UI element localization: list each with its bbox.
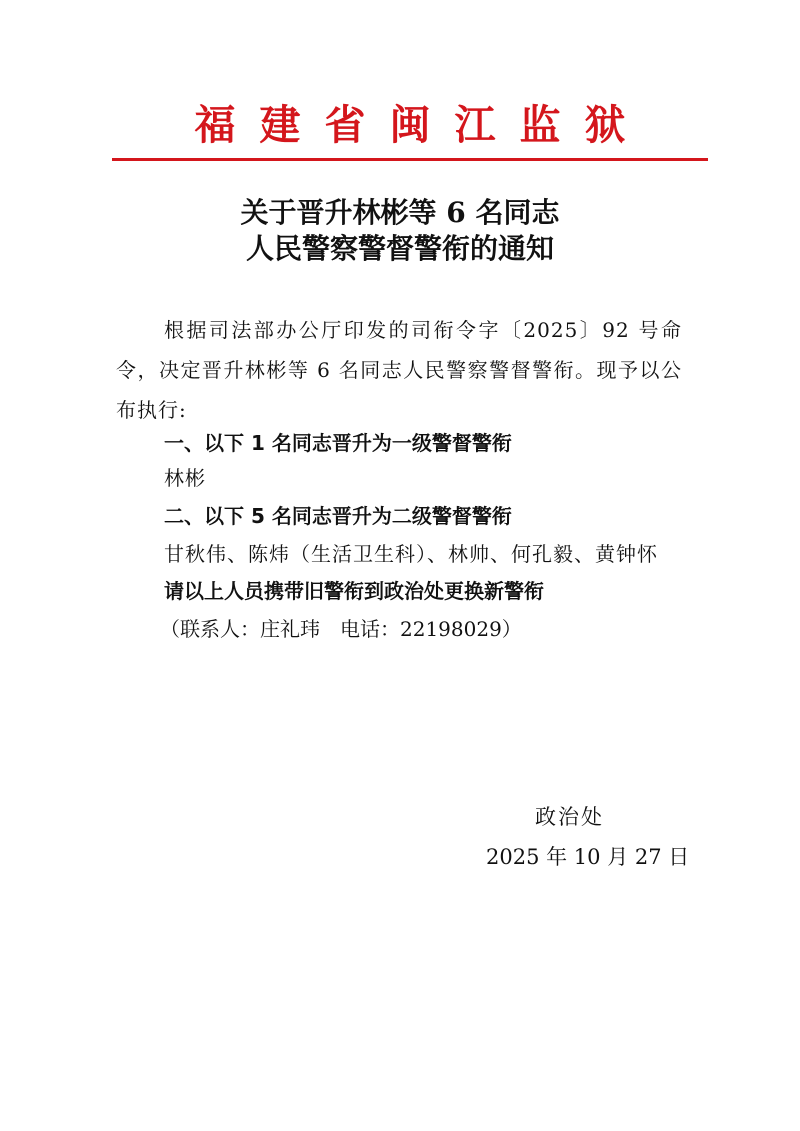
item-1-names: 林彬 xyxy=(164,466,206,490)
item-2-names: 甘秋伟、陈炜（生活卫生科）、林帅、何孔毅、黄钟怀 xyxy=(164,542,658,566)
header-divider xyxy=(112,158,708,161)
signature-department: 政治处 xyxy=(535,805,604,829)
item-2-heading: 二、以下 5 名同志晋升为二级警督警衔 xyxy=(164,504,512,528)
item-1-heading: 一、以下 1 名同志晋升为一级警督警衔 xyxy=(164,431,512,455)
contact-line: （联系人：庄礼玮 电话：22198029） xyxy=(160,617,522,641)
document-title-line-2: 人民警察警督警衔的通知 xyxy=(245,232,554,265)
organization-header: 福建省闽江监狱 xyxy=(194,101,650,149)
notice-line: 请以上人员携带旧警衔到政治处更换新警衔 xyxy=(164,579,544,603)
document-title-line-1: 关于晋升林彬等 6 名同志 xyxy=(240,196,560,229)
body-paragraph: 根据司法部办公厅印发的司衔令字〔2025〕92 号命令，决定晋升林彬等 6 名同志人民警察警督警衔。现予以公布执行: xyxy=(116,318,682,422)
signature-date: 2025 年 10 月 27 日 xyxy=(486,845,690,869)
